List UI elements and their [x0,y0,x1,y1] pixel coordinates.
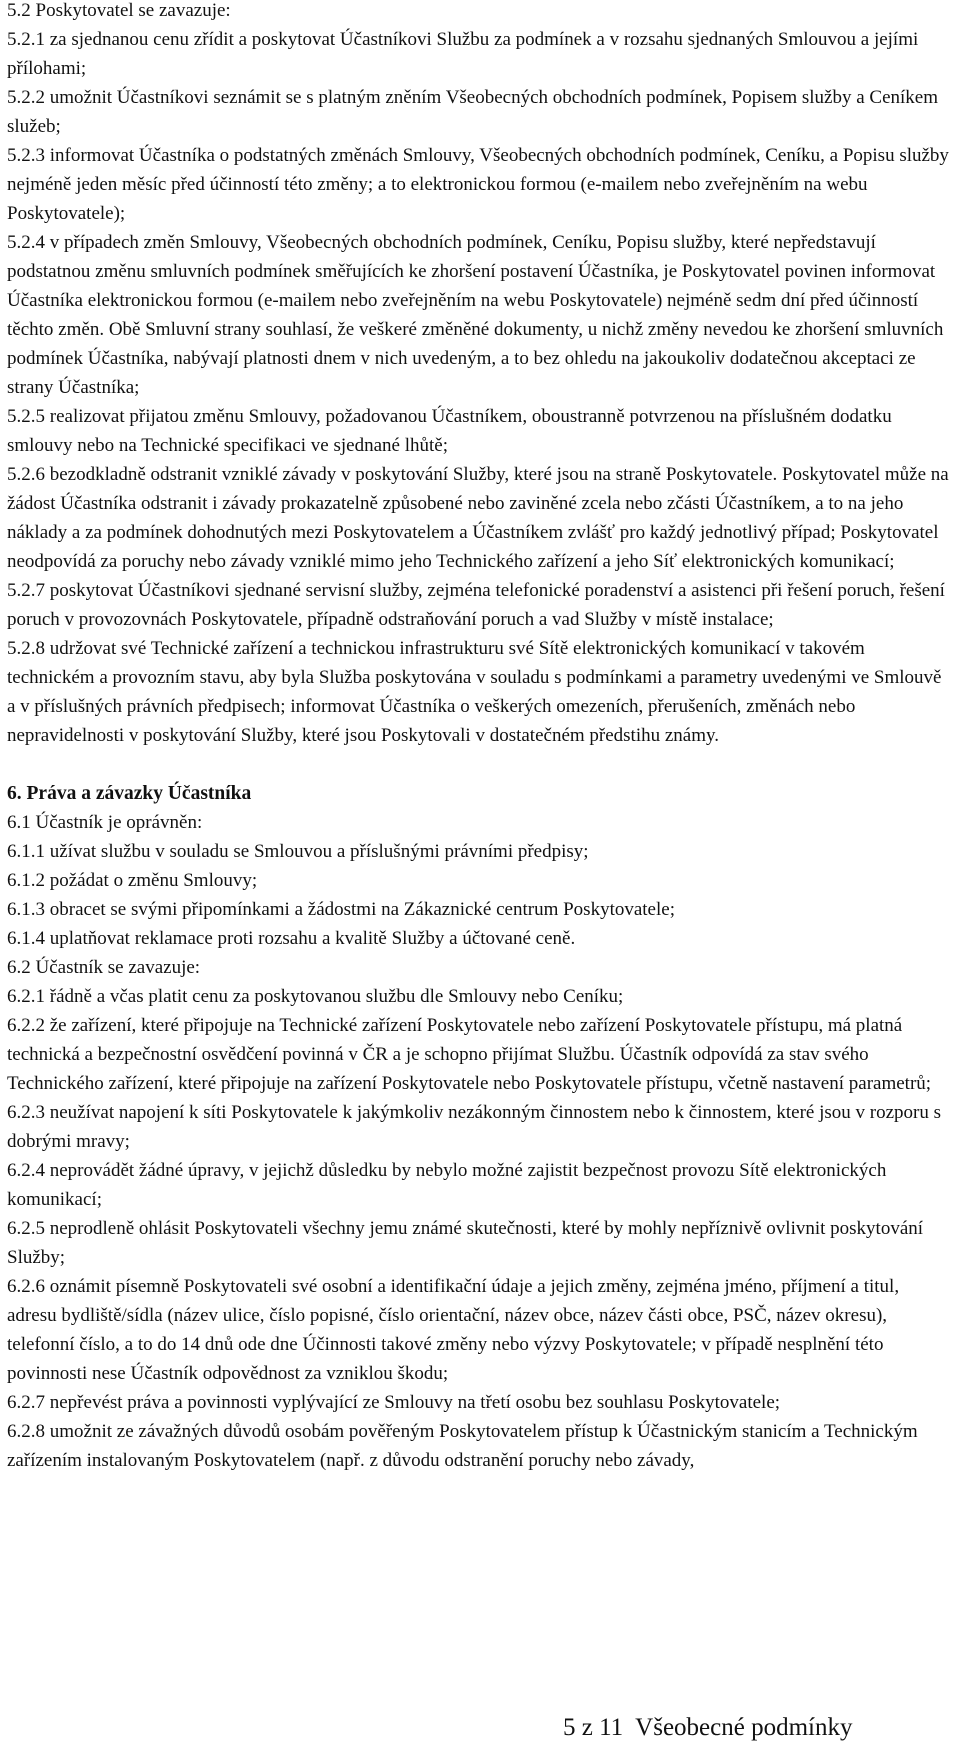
paragraph-5-2-4: 5.2.4 v případech změn Smlouvy, Všeobecných obchodních podmínek, Ceníku, Popisu služby, které nepředstavují podstatnou změnu smluvních podmínek směřujících ke zhoršení postavení Účastníka, je Poskytovatel povinen informovat Účastníka elektronickou formou (e-mailem nebo zveřejněním na webu Poskytovatele) nejméně sedm dní před účinností těchto změn. Obě Smluvní strany souhlasí, že veškeré změněné dokumenty, u nichž změny nevedou ke zhoršení smluvních podmínek Účastníka, nabývají platnosti dnem v nich uvedeným, a to bez ohledu na jakoukoliv dodatečnou akceptaci ze strany Účastníka; [7,232,944,398]
paragraph-5-2-3: 5.2.3 informovat Účastníka o podstatných změnách Smlouvy, Všeobecných obchodních podmínek, Ceníku, a Popisu služby nejméně jeden měsíc před účinností této změny; a to elektronickou formou (e-mailem nebo zveřejněním na webu Poskytovatele); [7,145,949,224]
section-heading: 6. Práva a závazky Účastníka [7,783,252,804]
paragraph-6-1-3: 6.1.3 obracet se svými připomínkami a žádostmi na Zákaznické centrum Poskytovatele; [7,899,675,920]
paragraph-6-1-1: 6.1.1 užívat službu v souladu se Smlouvou a příslušnými právními předpisy; [7,841,589,862]
paragraph-5-2-1: 5.2.1 za sjednanou cenu zřídit a poskytovat Účastníkovi Službu za podmínek a v rozsahu sjednaných Smlouvou a jejími přílohami; [7,29,919,79]
paragraph-5-2-7: 5.2.7 poskytovat Účastníkovi sjednané servisní služby, zejména telefonické poradenství a asistenci při řešení poruch, řešení poruch v provozovnách Poskytovatele, případně odstraňování poruch a vad Služby v místě instalace; [7,580,945,630]
paragraph-5-2-2: 5.2.2 umožnit Účastníkovi seznámit se s platným zněním Všeobecných obchodních podmínek, Popisem služby a Ceníkem služeb; [7,87,939,137]
footer-title: Všeobecné podmínky [635,1714,853,1741]
paragraph-6-2-5: 6.2.5 neprodleně ohlásit Poskytovateli všechny jemu známé skutečnosti, které by mohly nepříznivě ovlivnit poskytování Služby; [7,1218,924,1268]
paragraph-5-2-6: 5.2.6 bezodkladně odstranit vzniklé závady v poskytování Služby, které jsou na straně Poskytovatele. Poskytovatel může na žádost Účastníka odstranit i závady prokazatelně způsobené nebo zaviněné zcela nebo zčásti Účastníkem, a to na jeho náklady a za podmínek dohodnutých mezi Poskytovatelem a Účastníkem zvlášť pro každý jednotlivý případ; Poskytovatel neodpovídá za poruchy nebo závady vzniklé mimo jeho Technického zařízení a jeho Síť elektronických komunikací; [7,464,949,572]
paragraph-5-2-8: 5.2.8 udržovat své Technické zařízení a technickou infrastrukturu své Sítě elektronických komunikací v takovém technickém a provozním stavu, aby byla Služba poskytována v souladu s podmínkami a parametry uvedenými ve Smlouvě a v příslušných právních předpisech; informovat Účastníka o veškerých omezeních, přerušeních, změnách nebo nepravidelnosti v poskytování Služby, které jsou Poskytovali v dostatečném předstihu známy. [7,638,942,746]
paragraph-6-1-4: 6.1.4 uplatňovat reklamace proti rozsahu a kvalitě Služby a účtované ceně. [7,928,576,949]
paragraph-5-2: 5.2 Poskytovatel se zavazuje: [7,0,231,21]
paragraph-6-2-7: 6.2.7 nepřevést práva a povinnosti vyplývající ze Smlouvy na třetí osobu bez souhlasu Poskytovatele; [7,1392,781,1413]
document-page [7,0,953,1475]
paragraph-6-2-1: 6.2.1 řádně a včas platit cenu za poskytovanou službu dle Smlouvy nebo Ceníku; [7,986,624,1007]
paragraph-6-2: 6.2 Účastník se zavazuje: [7,957,201,978]
paragraph-6-2-2: 6.2.2 že zařízení, které připojuje na Technické zařízení Poskytovatele nebo zařízení Poskytovatele přístupu, má platná technická a bezpečnostní osvědčení povinná v ČR a je schopno přijímat Službu. Účastník odpovídá za stav svého Technického zařízení, které připojuje na zařízení Poskytovatele nebo Poskytovatele přístupu, včetně nastavení parametrů; [7,1015,932,1094]
paragraph-6-2-8: 6.2.8 umožnit ze závažných důvodů osobám pověřeným Poskytovatelem přístup k Účastnickým stanicím a Technickým zařízením instalovaným Poskytovatelem (např. z důvodu odstranění poruchy nebo závady, [7,1421,918,1471]
paragraph-5-2-5: 5.2.5 realizovat přijatou změnu Smlouvy, požadovanou Účastníkem, oboustranně potvrzenou na příslušném dodatku smlouvy nebo na Technické specifikaci ve sjednané lhůtě; [7,406,892,456]
page-footer [563,1714,852,1742]
page-number: 5 z 11 [563,1714,624,1741]
paragraph-6-1: 6.1 Účastník je oprávněn: [7,812,203,833]
paragraph-6-1-2: 6.1.2 požádat o změnu Smlouvy; [7,870,258,891]
paragraph-6-2-3: 6.2.3 neužívat napojení k síti Poskytovatele k jakýmkoliv nezákonným činnostem nebo k činnostem, které jsou v rozporu s dobrými mravy; [7,1102,941,1152]
paragraph-6-2-4: 6.2.4 neprovádět žádné úpravy, v jejichž důsledku by nebylo možné zajistit bezpečnost provozu Sítě elektronických komunikací; [7,1160,887,1210]
section-5-2 [7,0,953,750]
section-6 [7,779,953,1475]
paragraph-6-2-6: 6.2.6 oznámit písemně Poskytovateli své osobní a identifikační údaje a jejich změny, zejména jméno, příjmení a titul, adresu bydliště/sídla (název ulice, číslo popisné, číslo orientační, název obce, název části obce, PSČ, název okresu), telefonní číslo, a to do 14 dnů ode dne Účinnosti takové změny nebo výzvy Poskytovatele; v případě nesplnění této povinnosti nese Účastník odpovědnost za vzniklou škodu; [7,1276,900,1384]
